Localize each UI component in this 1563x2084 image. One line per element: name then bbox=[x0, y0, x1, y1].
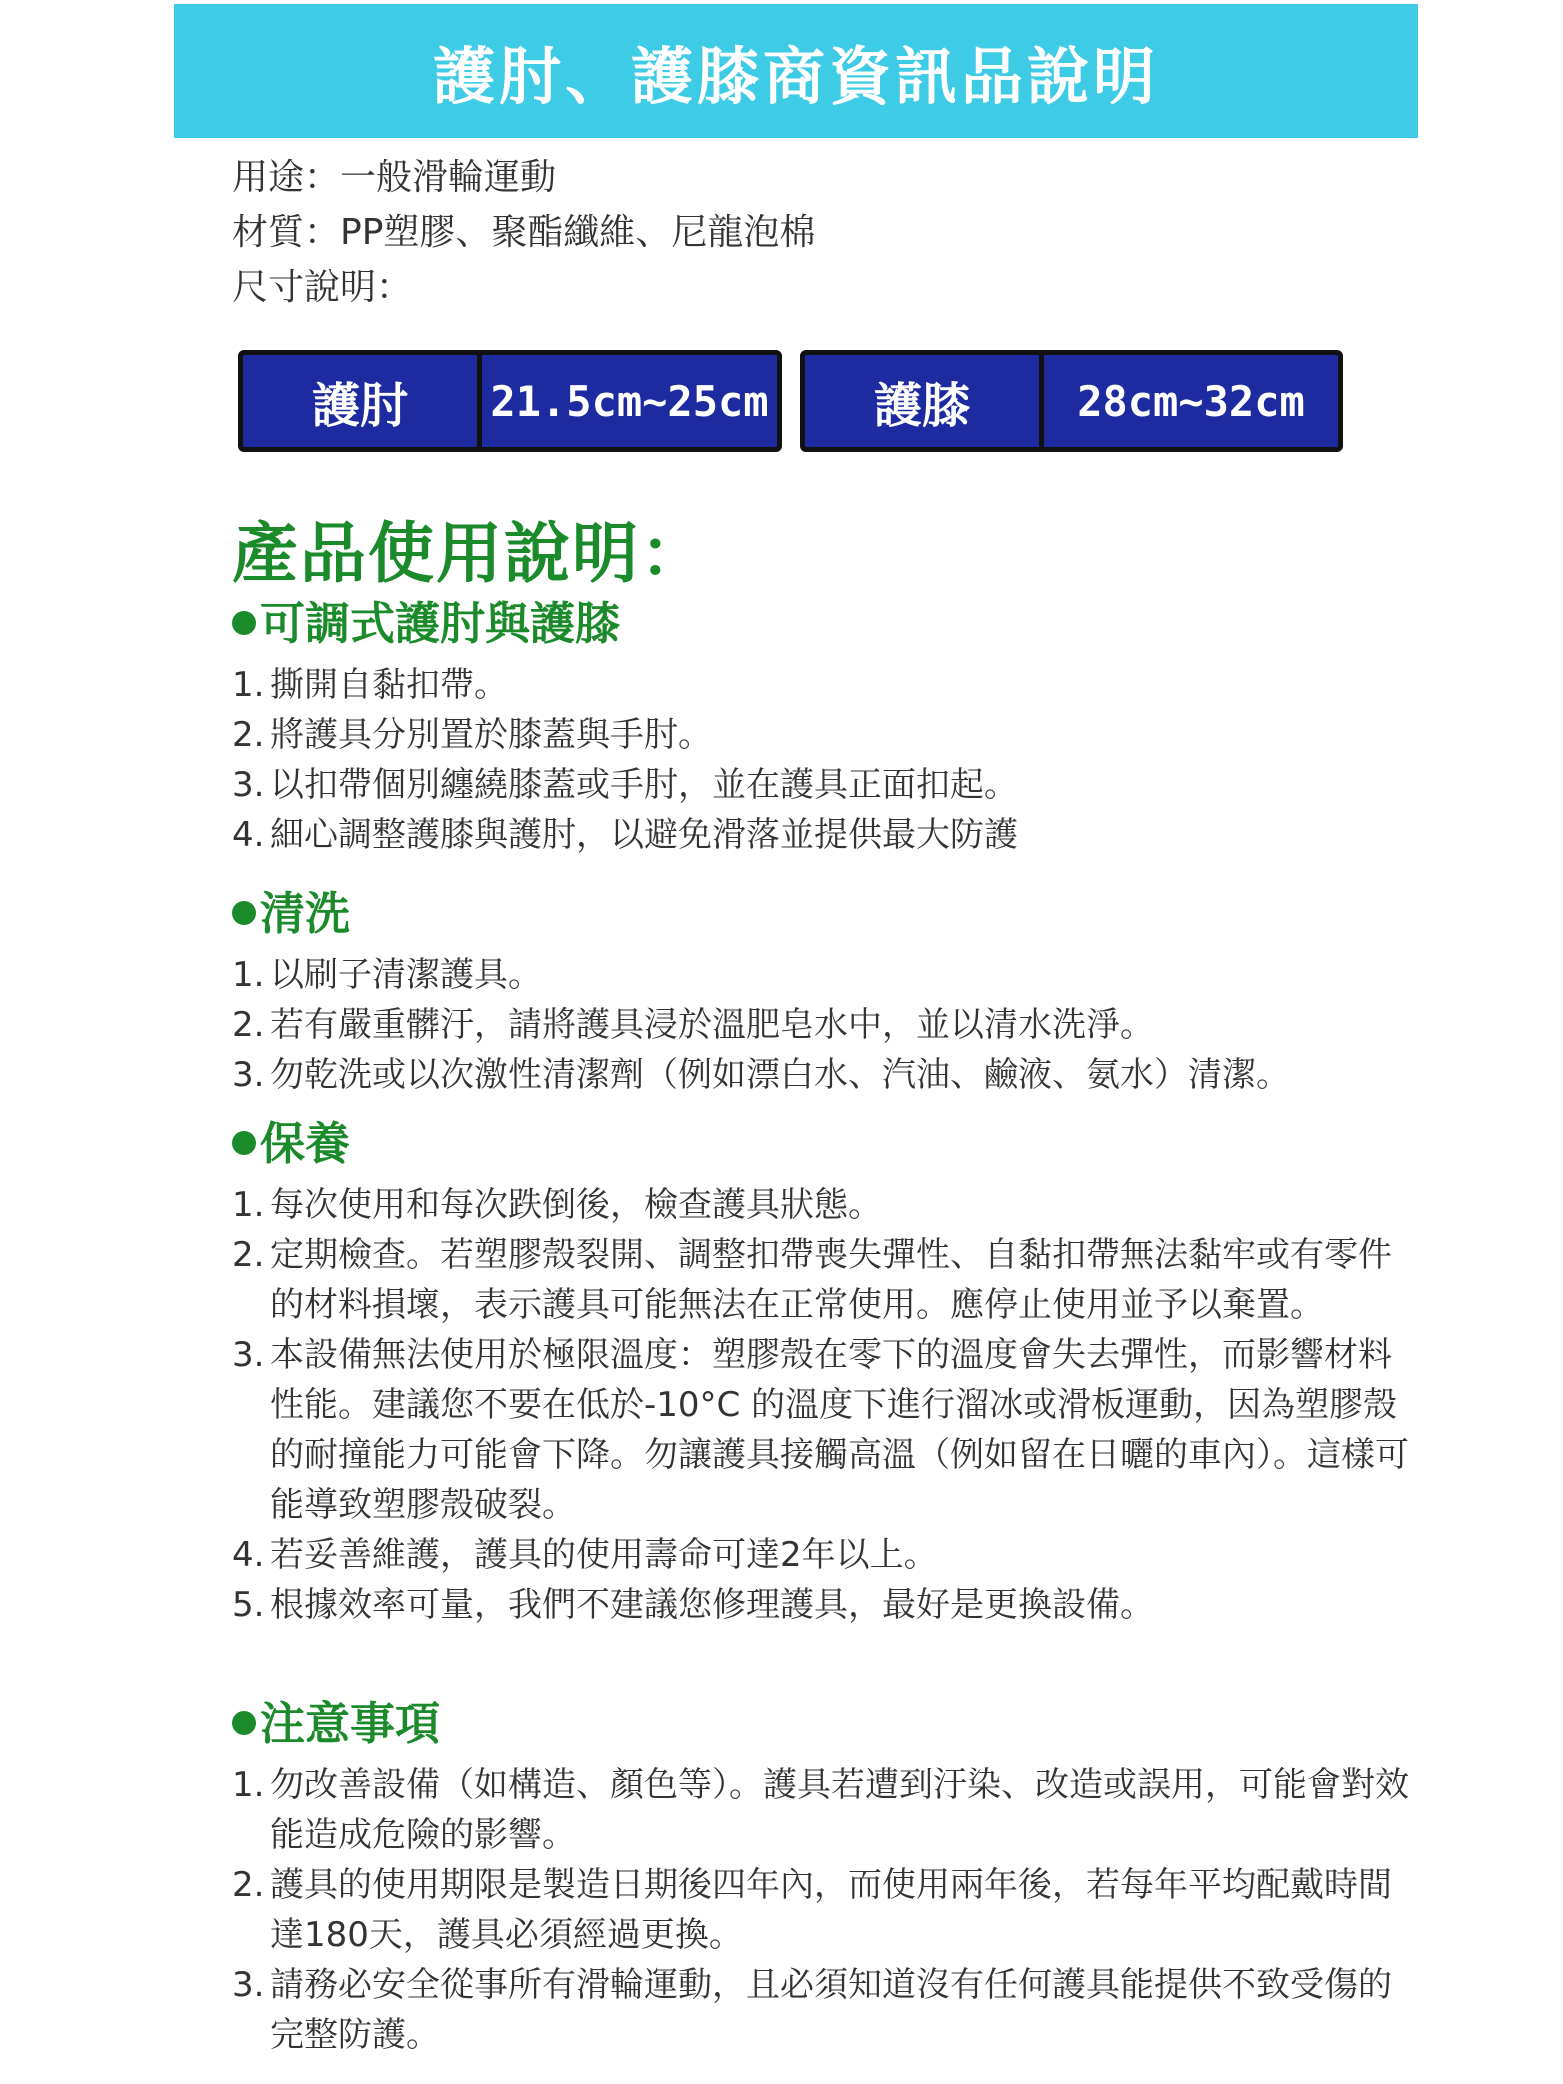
list-item bbox=[232, 1330, 1412, 1530]
list-item bbox=[232, 1760, 1412, 1860]
item-text: 將護具分別置於膝蓋與手肘。 bbox=[270, 715, 712, 755]
section-maintenance bbox=[232, 1114, 1412, 1630]
elbow-size-value: 21.5cm~25cm bbox=[490, 376, 769, 426]
list-item bbox=[232, 1180, 1412, 1230]
knee-size-name: 護膝 bbox=[805, 355, 1044, 447]
page-title: 護肘、護膝商資訊品說明 bbox=[432, 39, 1159, 113]
product-info bbox=[232, 150, 815, 315]
item-text: 每次使用和每次跌倒後，檢查護具狀態。 bbox=[270, 1185, 882, 1225]
item-text: 勿改善設備（如構造、顏色等）。護具若遭到汙染、改造或誤用，可能會對效能造成危險的影響。 bbox=[270, 1765, 1409, 1855]
knee-size-table bbox=[800, 350, 1343, 452]
list-item bbox=[232, 1580, 1412, 1630]
item-number: 1. bbox=[232, 1185, 265, 1225]
list-item bbox=[232, 1860, 1412, 1960]
item-number: 2. bbox=[232, 715, 265, 755]
item-text: 勿乾洗或以次激性清潔劑（例如漂白水、汽油、鹼液、氨水）清潔。 bbox=[270, 1055, 1290, 1095]
bullet-icon bbox=[232, 1711, 256, 1735]
bullet-icon bbox=[232, 901, 256, 925]
elbow-size-name: 護肘 bbox=[243, 355, 482, 447]
item-number: 2. bbox=[232, 1005, 265, 1045]
instruction-list bbox=[232, 1180, 1412, 1630]
item-number: 1. bbox=[232, 955, 265, 995]
item-number: 4. bbox=[232, 815, 265, 855]
instruction-list bbox=[232, 1760, 1412, 2060]
list-item bbox=[232, 660, 1412, 710]
item-text: 根據效率可量，我們不建議您修理護具，最好是更換設備。 bbox=[270, 1585, 1154, 1625]
instruction-list bbox=[232, 950, 1412, 1100]
item-text: 以刷子清潔護具。 bbox=[270, 955, 542, 995]
item-text: 本設備無法使用於極限溫度：塑膠殼在零下的溫度會失去彈性，而影響材料性能。建議您不要在低於-10°C 的溫度下進行溜冰或滑板運動，因為塑膠殼的耐撞能力可能會下降。勿讓護具接觸高溫（例如留在日曬的車內）。這樣可能導致塑膠殼破裂。 bbox=[270, 1335, 1409, 1525]
elbow-size-table bbox=[238, 350, 782, 452]
list-item bbox=[232, 1050, 1412, 1100]
list-item bbox=[232, 1530, 1412, 1580]
material-text: 材質：PP塑膠、聚酯纖維、尼龍泡棉 bbox=[232, 212, 816, 253]
bullet-icon bbox=[232, 611, 256, 635]
item-number: 1. bbox=[232, 665, 265, 705]
item-text: 以扣帶個別纏繞膝蓋或手肘，並在護具正面扣起。 bbox=[270, 765, 1018, 805]
instruction-list bbox=[232, 660, 1412, 860]
bullet-icon bbox=[232, 1131, 256, 1155]
list-item bbox=[232, 760, 1412, 810]
item-number: 4. bbox=[232, 1535, 265, 1575]
list-item bbox=[232, 1960, 1412, 2060]
item-number: 3. bbox=[232, 1965, 265, 2005]
item-text: 護具的使用期限是製造日期後四年內，而使用兩年後，若每年平均配戴時間達180天，護具必須經過更換。 bbox=[270, 1865, 1392, 1955]
item-number: 3. bbox=[232, 1055, 265, 1095]
list-item bbox=[232, 950, 1412, 1000]
section-precautions bbox=[232, 1694, 1412, 2060]
item-number: 5. bbox=[232, 1585, 265, 1625]
item-number: 1. bbox=[232, 1765, 265, 1805]
item-text: 細心調整護膝與護肘，以避免滑落並提供最大防護 bbox=[270, 815, 1018, 855]
item-text: 撕開自黏扣帶。 bbox=[270, 665, 508, 705]
section-adjustable bbox=[232, 594, 1412, 860]
section-title bbox=[232, 1114, 1412, 1174]
item-number: 3. bbox=[232, 765, 265, 805]
list-item bbox=[232, 810, 1412, 860]
header-banner bbox=[174, 4, 1418, 138]
knee-size-value: 28cm~32cm bbox=[1077, 376, 1305, 426]
section-title-text: 注意事項 bbox=[260, 1697, 441, 1750]
size-label: 尺寸說明： bbox=[232, 267, 413, 308]
section-cleaning bbox=[232, 884, 1412, 1100]
usage-instructions-heading: 產品使用說明： bbox=[232, 515, 708, 592]
usage-text: 用途：一般滑輪運動 bbox=[232, 157, 557, 198]
section-title bbox=[232, 884, 1412, 944]
item-number: 2. bbox=[232, 1865, 265, 1905]
list-item bbox=[232, 1230, 1412, 1330]
section-title-text: 保養 bbox=[260, 1117, 351, 1170]
section-title bbox=[232, 1694, 1412, 1754]
section-title-text: 可調式護肘與護膝 bbox=[260, 597, 621, 650]
item-text: 若有嚴重髒汙，請將護具浸於溫肥皂水中，並以清水洗淨。 bbox=[270, 1005, 1154, 1045]
list-item bbox=[232, 1000, 1412, 1050]
item-number: 3. bbox=[232, 1335, 265, 1375]
section-title bbox=[232, 594, 1412, 654]
item-number: 2. bbox=[232, 1235, 265, 1275]
list-item bbox=[232, 710, 1412, 760]
section-title-text: 清洗 bbox=[260, 887, 351, 940]
item-text: 若妥善維護，護具的使用壽命可達2年以上。 bbox=[270, 1535, 938, 1575]
item-text: 定期檢查。若塑膠殼裂開、調整扣帶喪失彈性、自黏扣帶無法黏牢或有零件的材料損壞，表示護具可能無法在正常使用。應停止使用並予以棄置。 bbox=[270, 1235, 1392, 1325]
item-text: 請務必安全從事所有滑輪運動，且必須知道沒有任何護具能提供不致受傷的完整防護。 bbox=[270, 1965, 1392, 2055]
